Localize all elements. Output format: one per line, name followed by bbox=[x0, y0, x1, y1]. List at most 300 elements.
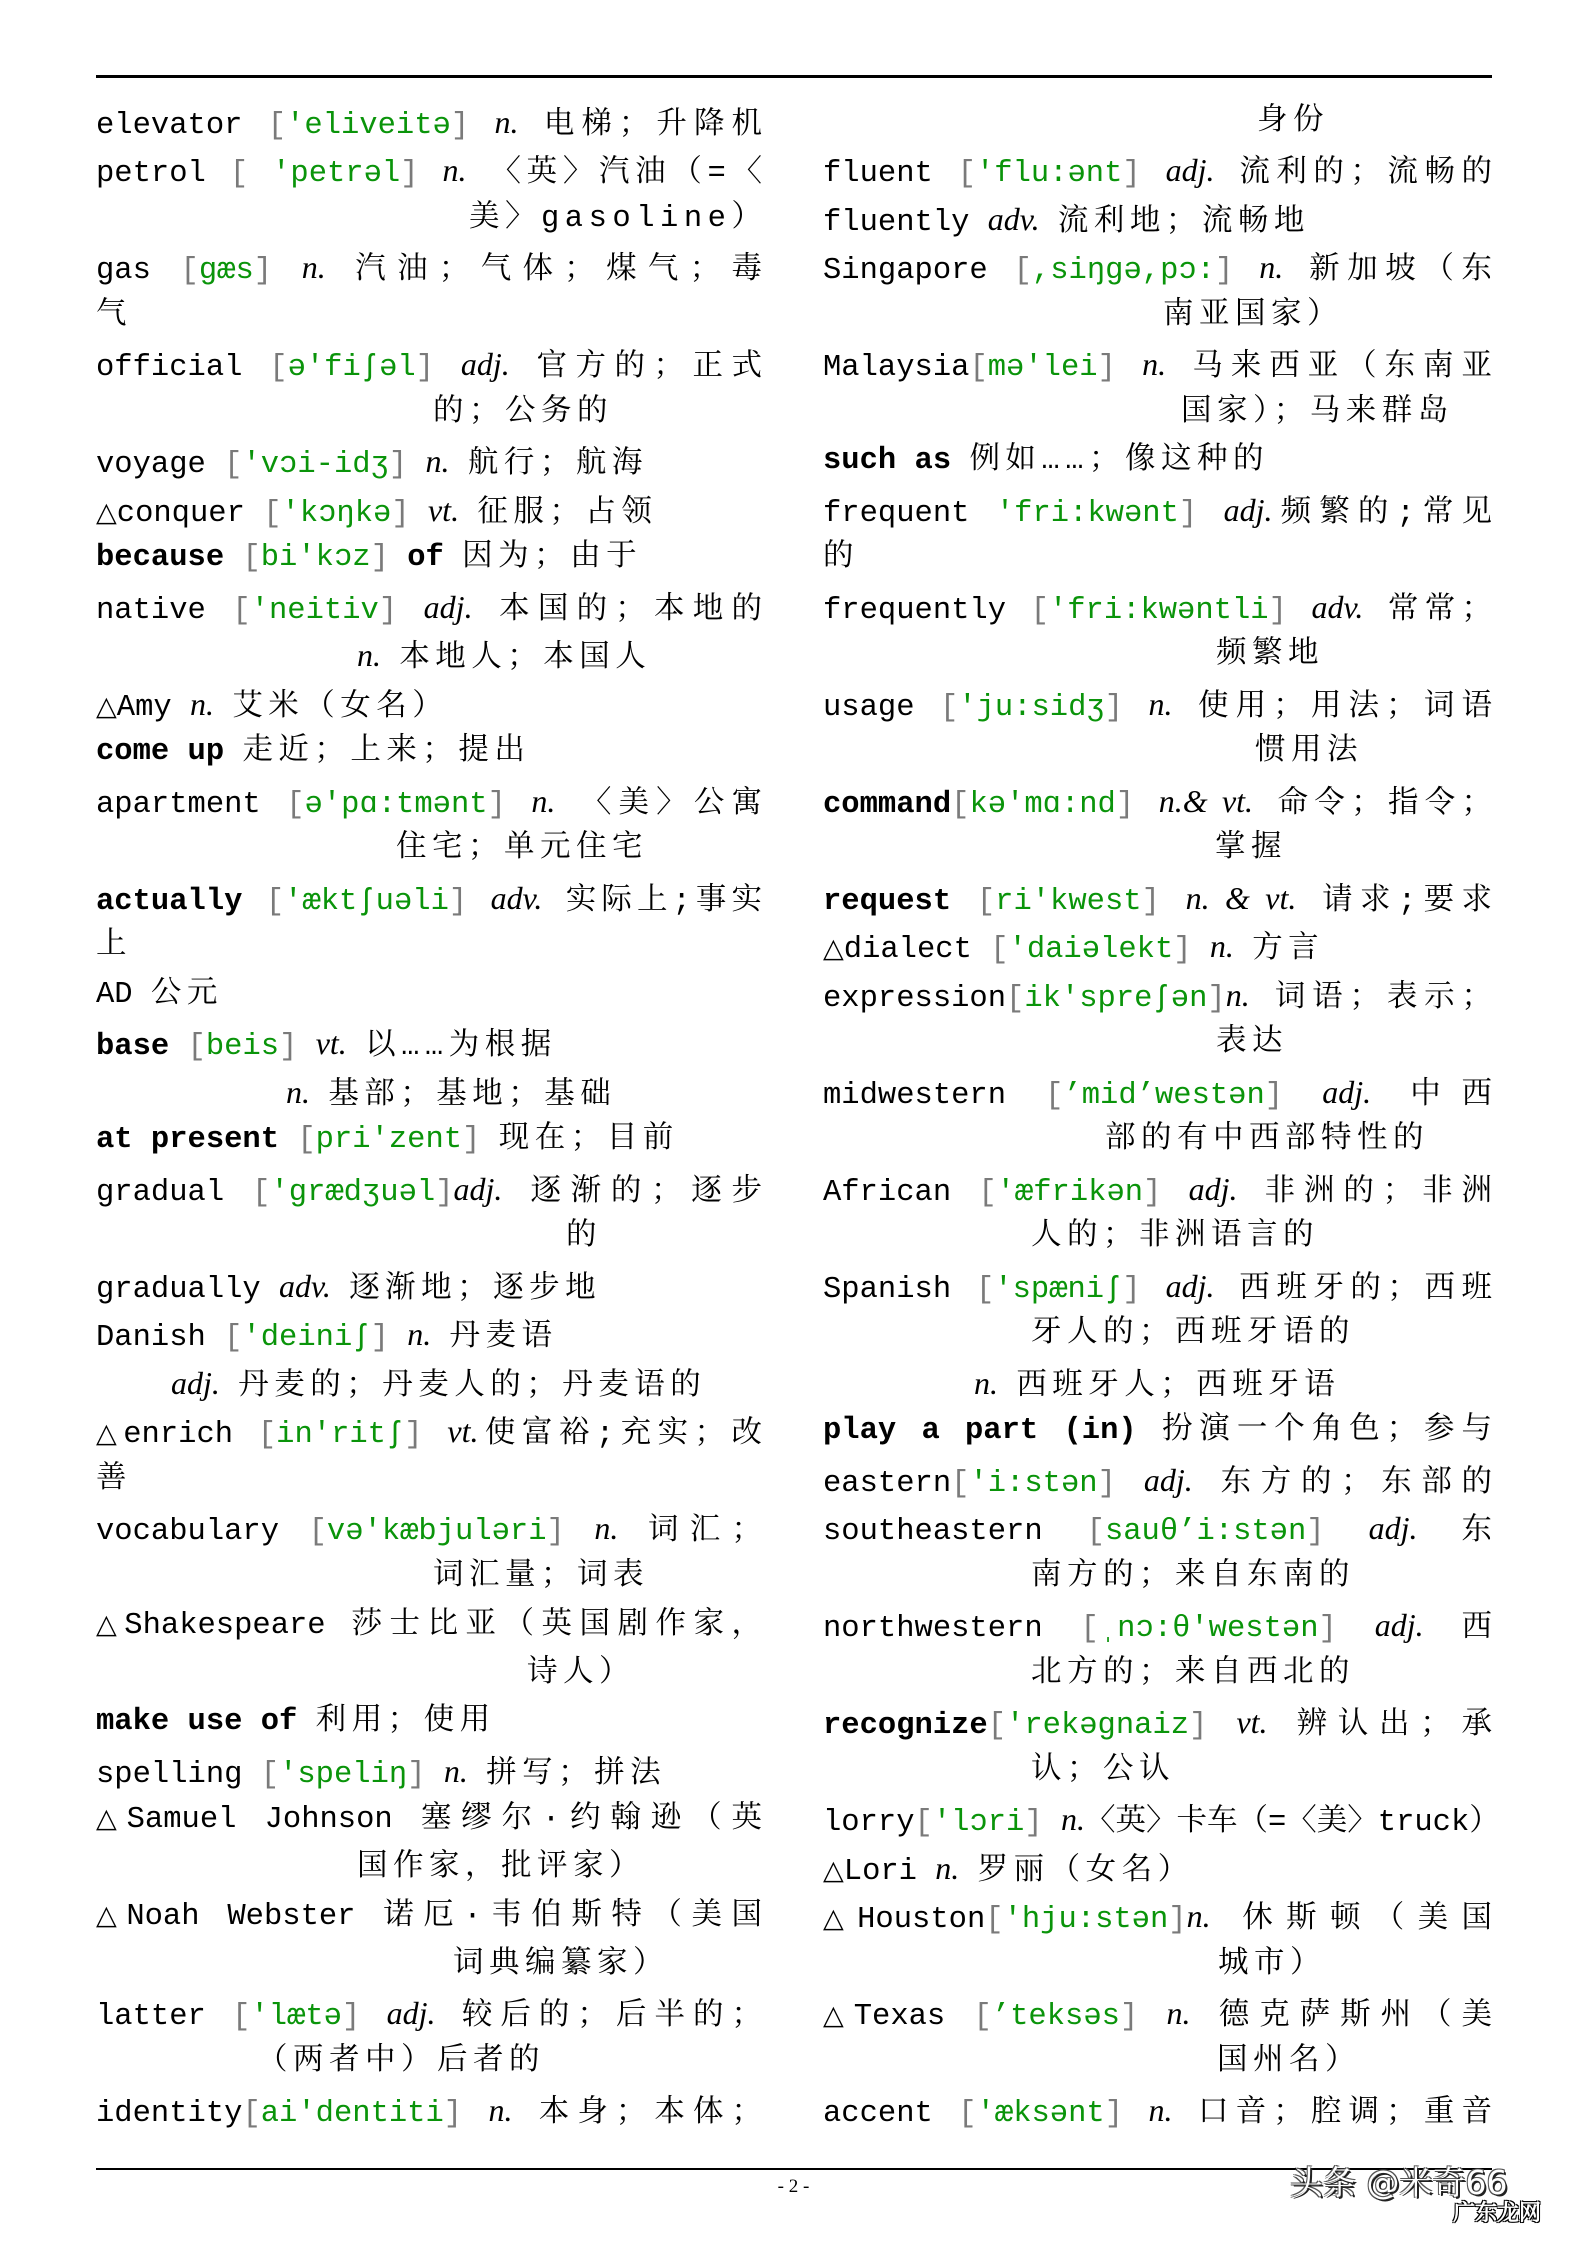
bracket-close: ] bbox=[400, 157, 419, 192]
part-of-speech: adv. bbox=[279, 1267, 331, 1304]
bracket-close: ] bbox=[1097, 1466, 1116, 1501]
part-of-speech: n. bbox=[531, 782, 556, 819]
part-of-speech: n. bbox=[190, 685, 214, 722]
phonetic-text: gæs bbox=[198, 254, 254, 289]
bracket-close: ] bbox=[1119, 2000, 1139, 2035]
headword: dialect bbox=[843, 933, 972, 968]
entry-continuation bbox=[823, 1213, 1492, 1262]
bracket-close: ] bbox=[1122, 1272, 1141, 1307]
bracket-close: ] bbox=[370, 1321, 389, 1356]
part-of-speech: n. bbox=[1142, 346, 1167, 383]
headword: Danish bbox=[96, 1321, 206, 1356]
phonetic bbox=[951, 788, 1134, 822]
phonetic-text: sauθ’i:stən bbox=[1104, 1515, 1307, 1550]
phonetic bbox=[252, 1176, 453, 1210]
bracket-open: [ bbox=[229, 157, 249, 192]
entry-line bbox=[96, 1019, 762, 1068]
bracket-open: [ bbox=[232, 2000, 251, 2035]
phonetic-text: ,siŋgə,pɔ: bbox=[1031, 254, 1215, 289]
part-of-speech: adj. bbox=[1165, 1267, 1215, 1304]
headword: because bbox=[96, 541, 225, 576]
entry-continuation bbox=[823, 1941, 1492, 1990]
headword: frequently bbox=[823, 593, 1007, 628]
definition: 流利的；流畅的 bbox=[1239, 157, 1492, 192]
bracket-open: [ bbox=[263, 496, 282, 531]
entry-continuation bbox=[96, 1844, 762, 1893]
entry-line bbox=[96, 437, 762, 486]
phonetic-text: 'fri:kwənt bbox=[995, 496, 1179, 531]
triangle-icon: △ bbox=[96, 1900, 127, 1932]
entry-continuation bbox=[823, 2038, 1492, 2087]
part-of-speech: adj. bbox=[1143, 1461, 1193, 1498]
phonetic-text: ˌnɔ:θ'westən bbox=[1098, 1612, 1319, 1647]
phonetic bbox=[1087, 1515, 1325, 1549]
phonetic-text: pri'zent bbox=[315, 1123, 463, 1158]
part-of-speech: n. bbox=[1060, 1801, 1085, 1838]
phonetic bbox=[230, 157, 419, 191]
headword: request bbox=[823, 884, 952, 919]
part-of-speech: n. bbox=[974, 1364, 998, 1401]
definition: 西班牙的；西班 bbox=[1239, 1272, 1492, 1307]
bracket-open: [ bbox=[267, 108, 287, 143]
headword: conquer bbox=[116, 496, 245, 531]
phonetic bbox=[969, 351, 1115, 385]
bracket-open: [ bbox=[286, 787, 305, 822]
bracket-open: [ bbox=[187, 1030, 206, 1065]
definition: 中西 bbox=[1410, 1078, 1493, 1113]
phonetic-text: 'neitiv bbox=[250, 593, 379, 628]
headword-group bbox=[96, 1609, 326, 1643]
bracket-open: [ bbox=[951, 1466, 970, 1501]
entry-line bbox=[96, 971, 762, 1020]
entry-line bbox=[96, 1601, 762, 1650]
entry-continuation bbox=[96, 389, 762, 438]
bracket-close: ] bbox=[1318, 1612, 1337, 1647]
headword: such as bbox=[823, 444, 952, 479]
headword: voyage bbox=[96, 448, 206, 483]
left-column bbox=[96, 98, 768, 2135]
part-of-speech: n. bbox=[425, 443, 450, 480]
definition-continued: 惯用法 bbox=[1255, 735, 1363, 770]
definition-continued: 北方的；来自西北的 bbox=[1031, 1656, 1355, 1691]
phonetic bbox=[940, 691, 1123, 725]
definition: 汽油；气体；煤气；毒 bbox=[355, 254, 762, 289]
headword: native bbox=[96, 593, 206, 628]
phonetic-text: beis bbox=[205, 1030, 280, 1065]
headword-group bbox=[96, 1803, 393, 1837]
definition: 利用；使用 bbox=[315, 1705, 496, 1740]
definition-continued: 的 bbox=[566, 1220, 602, 1255]
headword: enrich bbox=[123, 1418, 234, 1453]
headword: usage bbox=[823, 690, 915, 725]
bracket-close: ] bbox=[448, 884, 468, 919]
header-rule bbox=[96, 75, 1492, 78]
definition: 休斯顿（美国 bbox=[1242, 1903, 1493, 1938]
bracket-close: ] bbox=[1141, 884, 1160, 919]
bracket-open: [ bbox=[978, 1175, 997, 1210]
entry-line bbox=[823, 1989, 1492, 2038]
entry-line bbox=[96, 1407, 762, 1456]
part-of-speech: adv. bbox=[1311, 588, 1364, 625]
part-of-speech: vt. bbox=[1236, 1704, 1268, 1741]
page-number: - 2 - bbox=[777, 2176, 810, 2197]
entry-line bbox=[96, 1165, 762, 1214]
definition: 新加坡（东 bbox=[1309, 254, 1492, 289]
headword: eastern bbox=[823, 1466, 952, 1501]
part-of-speech: adj. bbox=[1165, 152, 1215, 189]
headword-group bbox=[96, 497, 245, 531]
watermark-subtext: 广东龙网 bbox=[1453, 2201, 1542, 2226]
definition: 本地人；本国人 bbox=[399, 642, 652, 677]
entry-continuation bbox=[823, 825, 1492, 874]
bracket-close: ] bbox=[370, 541, 389, 576]
definition: 扮演一个角色；参与 bbox=[1161, 1414, 1492, 1449]
bracket-open: [ bbox=[252, 1175, 271, 1210]
definition-continued: 部的有中西部特性的 bbox=[1105, 1123, 1429, 1158]
phonetic-text: ’teksəs bbox=[991, 2000, 1120, 2035]
entry-continuation bbox=[96, 292, 762, 341]
definition: 拼写；拼法 bbox=[486, 1757, 667, 1792]
part-of-speech: n. bbox=[443, 1752, 468, 1789]
phonetic-text: 'speliŋ bbox=[279, 1757, 408, 1792]
definition: 艾米（女名） bbox=[232, 690, 449, 725]
phonetic-text: 'ju:sidʒ bbox=[958, 690, 1105, 725]
phonetic bbox=[224, 448, 407, 482]
phonetic-text: in'ritʃ bbox=[276, 1418, 405, 1453]
headword: expression bbox=[823, 981, 1007, 1016]
entry-continuation bbox=[96, 1650, 762, 1699]
bracket-open: [ bbox=[939, 690, 959, 725]
headword: AD bbox=[96, 977, 133, 1012]
bracket-close: ] bbox=[546, 1515, 565, 1550]
entry-line bbox=[96, 2086, 762, 2135]
headword: fluent bbox=[823, 157, 933, 192]
entry-line bbox=[96, 777, 762, 826]
bracket-close: ] bbox=[415, 351, 434, 386]
part-of-speech: vt. bbox=[315, 1025, 347, 1062]
phonetic bbox=[990, 933, 1191, 967]
phonetic bbox=[232, 594, 397, 628]
part-of-speech: adj. bbox=[1223, 491, 1273, 528]
entry-line bbox=[96, 486, 762, 535]
phonetic bbox=[996, 497, 1197, 531]
bracket-close: ] bbox=[1306, 1515, 1325, 1550]
definition: 词汇； bbox=[647, 1515, 762, 1550]
part-of-speech: n. bbox=[1148, 2092, 1173, 2129]
entry-line bbox=[96, 1747, 762, 1796]
entry-line bbox=[96, 340, 762, 389]
phonetic bbox=[263, 497, 409, 531]
phonetic bbox=[1031, 594, 1287, 628]
headword: vocabulary bbox=[96, 1515, 280, 1550]
entry-line bbox=[823, 437, 1492, 486]
bracket-open: [ bbox=[297, 1123, 316, 1158]
headword: midwestern bbox=[823, 1078, 1007, 1113]
headword-group bbox=[823, 1903, 985, 1937]
bracket-close: ] bbox=[443, 2097, 463, 2132]
bracket-close: ] bbox=[341, 2000, 361, 2035]
headword: actually bbox=[96, 884, 243, 919]
phonetic-text: 'spæniʃ bbox=[994, 1272, 1123, 1307]
triangle-icon: △ bbox=[96, 1418, 124, 1450]
definition-continued: 频繁地 bbox=[1216, 638, 1324, 673]
phonetic-text: 'æktʃuəli bbox=[284, 884, 449, 919]
bracket-close: ] bbox=[1178, 496, 1198, 531]
bracket-close: ] bbox=[1104, 690, 1124, 725]
entry-continuation bbox=[96, 825, 762, 874]
phonetic-text: 'eliveitə bbox=[286, 108, 451, 143]
entry-sense-line bbox=[96, 1068, 762, 1117]
headword: Texas bbox=[853, 2000, 946, 2035]
headword: latter bbox=[96, 2000, 206, 2035]
definition-continued: 国作家，批评家） bbox=[357, 1850, 645, 1885]
entry-line bbox=[96, 728, 762, 777]
phonetic bbox=[297, 1123, 480, 1157]
entry-line bbox=[823, 1795, 1500, 1844]
bracket-open: [ bbox=[308, 1515, 327, 1550]
bracket-open: [ bbox=[224, 1321, 243, 1356]
bracket-open: [ bbox=[951, 787, 970, 822]
headword: come up bbox=[96, 735, 225, 770]
bracket-open: [ bbox=[987, 1709, 1007, 1744]
definition-continued: 诗人） bbox=[527, 1656, 635, 1691]
entry-line bbox=[96, 1116, 762, 1165]
headword: gas bbox=[96, 254, 151, 289]
phonetic-text: 'i:stən bbox=[969, 1466, 1098, 1501]
definition-continued: 词典编纂家） bbox=[453, 1947, 669, 1982]
headword-group bbox=[96, 1900, 356, 1934]
bracket-close: ] bbox=[1122, 157, 1141, 192]
phonetic-text: 'lɔri bbox=[932, 1806, 1025, 1841]
entry-line bbox=[823, 1165, 1492, 1214]
part-of-speech: adj. bbox=[386, 1995, 436, 2032]
definition-continued: 的 bbox=[823, 541, 859, 576]
definition: 实际上;事实 bbox=[565, 884, 762, 919]
bracket-open: [ bbox=[957, 157, 976, 192]
bracket-open: [ bbox=[969, 351, 988, 386]
entry-line bbox=[823, 874, 1492, 923]
phonetic-text: 'kɔŋkə bbox=[281, 496, 392, 531]
definition-continued: 词汇量；词表 bbox=[433, 1559, 649, 1594]
definition: 口音；腔调；重音 bbox=[1197, 2097, 1492, 2132]
bracket-open: [ bbox=[985, 1903, 1004, 1938]
part-of-speech: n. bbox=[286, 1073, 310, 1110]
headword: gradually bbox=[96, 1272, 261, 1307]
bracket-close: ] bbox=[391, 496, 410, 531]
entry-line bbox=[96, 1795, 762, 1844]
phonetic-text: 'fri:kwəntli bbox=[1048, 593, 1269, 628]
part-of-speech: adj. bbox=[1374, 1607, 1424, 1644]
headword: petrol bbox=[96, 157, 206, 192]
bracket-close: ] bbox=[1143, 1175, 1162, 1210]
phonetic bbox=[976, 1273, 1141, 1307]
bracket-open: [ bbox=[257, 1418, 277, 1453]
phonetic bbox=[974, 2000, 1139, 2034]
part-of-speech: adj. bbox=[171, 1364, 220, 1401]
definition: 塞缪尔·约翰逊（英 bbox=[420, 1803, 762, 1838]
entry-line bbox=[823, 146, 1492, 195]
phonetic-text: 'rekəgnaiz bbox=[1006, 1709, 1190, 1744]
definition: 〈美〉公寓 bbox=[580, 787, 763, 822]
phonetic-text: kə'mɑ:nd bbox=[969, 787, 1116, 822]
definition: 逐渐地；逐步地 bbox=[349, 1272, 602, 1307]
entry-continuation bbox=[823, 534, 1492, 583]
headword: command bbox=[823, 787, 952, 822]
entry-continuation bbox=[96, 922, 762, 971]
definition: 西班牙人；西班牙语 bbox=[1016, 1369, 1341, 1404]
part-of-speech: n. bbox=[442, 152, 467, 189]
headword-group bbox=[823, 2000, 945, 2034]
phonetic-text: 'æksənt bbox=[976, 2097, 1105, 2132]
headword: Shakespeare bbox=[124, 1609, 326, 1644]
headword: play a part (in) bbox=[823, 1414, 1137, 1449]
part-of-speech: adj. bbox=[453, 1170, 503, 1207]
entry-line bbox=[823, 777, 1492, 826]
bracket-open: [ bbox=[990, 933, 1009, 968]
phonetic bbox=[269, 351, 434, 385]
entry-continuation bbox=[823, 728, 1492, 777]
entry-line bbox=[823, 1407, 1492, 1456]
definition: 〈英〉卡车（=〈美〉truck） bbox=[1084, 1806, 1500, 1841]
triangle-icon: △ bbox=[823, 933, 844, 965]
part-of-speech: n. bbox=[301, 249, 326, 286]
entry-line bbox=[96, 98, 762, 147]
entry-line bbox=[823, 583, 1492, 632]
definition: 东 bbox=[1461, 1515, 1492, 1550]
entry-continuation bbox=[823, 1747, 1492, 1796]
phonetic bbox=[181, 254, 273, 288]
phonetic bbox=[242, 2097, 462, 2131]
definition-continued: 城市） bbox=[1218, 1947, 1326, 1982]
headword: African bbox=[823, 1175, 952, 1210]
entry-continuation bbox=[823, 292, 1492, 341]
phonetic bbox=[266, 885, 467, 919]
bracket-close: ] bbox=[404, 1418, 423, 1453]
part-of-speech: adj. bbox=[1368, 1510, 1418, 1547]
phonetic bbox=[258, 1418, 423, 1452]
entry-line bbox=[823, 680, 1492, 729]
headword: Singapore bbox=[823, 254, 988, 289]
phonetic-text: 'flu:ənt bbox=[975, 157, 1123, 192]
phonetic bbox=[977, 885, 1160, 919]
part-of-speech: n. bbox=[1186, 1898, 1211, 1935]
entry-line bbox=[823, 340, 1492, 389]
bracket-close: ] bbox=[1024, 1806, 1043, 1841]
part-of-speech: n. bbox=[357, 637, 381, 674]
phonetic bbox=[188, 1030, 298, 1064]
phonetic-text: ai'dentiti bbox=[260, 2097, 444, 2132]
entry-sense-line bbox=[823, 1359, 1492, 1408]
triangle-icon: △ bbox=[823, 1854, 844, 1886]
headword-group bbox=[96, 691, 172, 725]
definition: 公元 bbox=[150, 977, 223, 1012]
entry-line bbox=[823, 243, 1492, 292]
definition: 例如……；像这种的 bbox=[969, 444, 1270, 479]
phonetic bbox=[224, 1321, 389, 1355]
phonetic bbox=[232, 2000, 360, 2034]
bracket-open: [ bbox=[1045, 1078, 1064, 1113]
headword: Spanish bbox=[823, 1272, 952, 1307]
entry-line bbox=[96, 146, 762, 195]
part-of-speech: n. bbox=[1209, 928, 1234, 965]
entry-line bbox=[823, 195, 1492, 244]
bracket-close: ] bbox=[279, 1030, 298, 1065]
phonetic bbox=[309, 1515, 565, 1549]
entry-line bbox=[823, 1698, 1492, 1747]
phonetic-text: 'hju:stən bbox=[1003, 1903, 1169, 1938]
part-of-speech: adv. bbox=[987, 200, 1040, 237]
entry-continuation bbox=[823, 389, 1492, 438]
entry-sense-line bbox=[96, 631, 762, 680]
phonetic-text: 'petrəl bbox=[248, 157, 401, 192]
definition-continued: 国州名） bbox=[1217, 2044, 1361, 2079]
headword: accent bbox=[823, 2097, 933, 2132]
triangle-icon: △ bbox=[96, 690, 117, 722]
definition: 本身；本体； bbox=[538, 2097, 762, 2132]
entry-continuation bbox=[96, 1213, 762, 1262]
entry-line bbox=[823, 971, 1492, 1020]
part-of-speech: vt. bbox=[427, 491, 460, 528]
entry-continuation bbox=[96, 2038, 762, 2087]
headword-group bbox=[96, 1418, 233, 1452]
entry-line bbox=[823, 1844, 1492, 1893]
definition: 征服；占领 bbox=[477, 496, 658, 531]
bracket-open: [ bbox=[180, 254, 199, 289]
definition-continued: 住宅；单元住宅 bbox=[396, 832, 648, 867]
triangle-icon: △ bbox=[96, 1803, 127, 1835]
bracket-open: [ bbox=[265, 884, 285, 919]
triangle-icon: △ bbox=[96, 1609, 125, 1641]
bracket-close: ] bbox=[1173, 933, 1192, 968]
definition: 丹麦的；丹麦人的；丹麦语的 bbox=[238, 1369, 707, 1404]
phonetic-text: 'vɔi-idʒ bbox=[242, 448, 389, 483]
bracket-close: ] bbox=[450, 108, 470, 143]
entry-line bbox=[96, 1892, 762, 1941]
phonetic bbox=[958, 2097, 1123, 2131]
definition: 因为；由于 bbox=[462, 541, 643, 576]
phonetic bbox=[951, 1467, 1116, 1501]
entry-continuation bbox=[96, 195, 768, 244]
definition: 非洲的；非洲 bbox=[1264, 1175, 1493, 1210]
definition: 较后的；后半的； bbox=[461, 2000, 762, 2035]
bracket-open: [ bbox=[1006, 981, 1025, 1016]
headword: frequent bbox=[823, 496, 970, 531]
bracket-close: ] bbox=[462, 1123, 481, 1158]
headword: Malaysia bbox=[823, 351, 970, 386]
headword-tail: of bbox=[407, 541, 444, 576]
bracket-open: [ bbox=[973, 2000, 992, 2035]
entry-line bbox=[823, 1504, 1492, 1553]
part-of-speech: adj. bbox=[1322, 1073, 1372, 1110]
phonetic bbox=[242, 541, 388, 575]
bracket-close: ] bbox=[1268, 593, 1287, 628]
part-of-speech: n. bbox=[407, 1316, 432, 1353]
bracket-open: [ bbox=[976, 884, 996, 919]
entry-line bbox=[823, 1262, 1492, 1311]
bracket-close: ] bbox=[1214, 254, 1234, 289]
entry-continuation bbox=[96, 1553, 762, 1602]
triangle-icon: △ bbox=[96, 496, 117, 528]
entry-continuation bbox=[96, 1941, 762, 1990]
phonetic-text: 'lætə bbox=[250, 2000, 342, 2035]
right-column bbox=[823, 98, 1500, 2135]
entry-line bbox=[96, 1262, 762, 1311]
definition-continued: 认；公认 bbox=[1031, 1753, 1175, 1788]
definition: 逐渐的；逐步 bbox=[530, 1175, 763, 1210]
entry-line bbox=[96, 1310, 762, 1359]
triangle-icon: △ bbox=[823, 2000, 854, 2032]
headword: identity bbox=[96, 2097, 243, 2132]
